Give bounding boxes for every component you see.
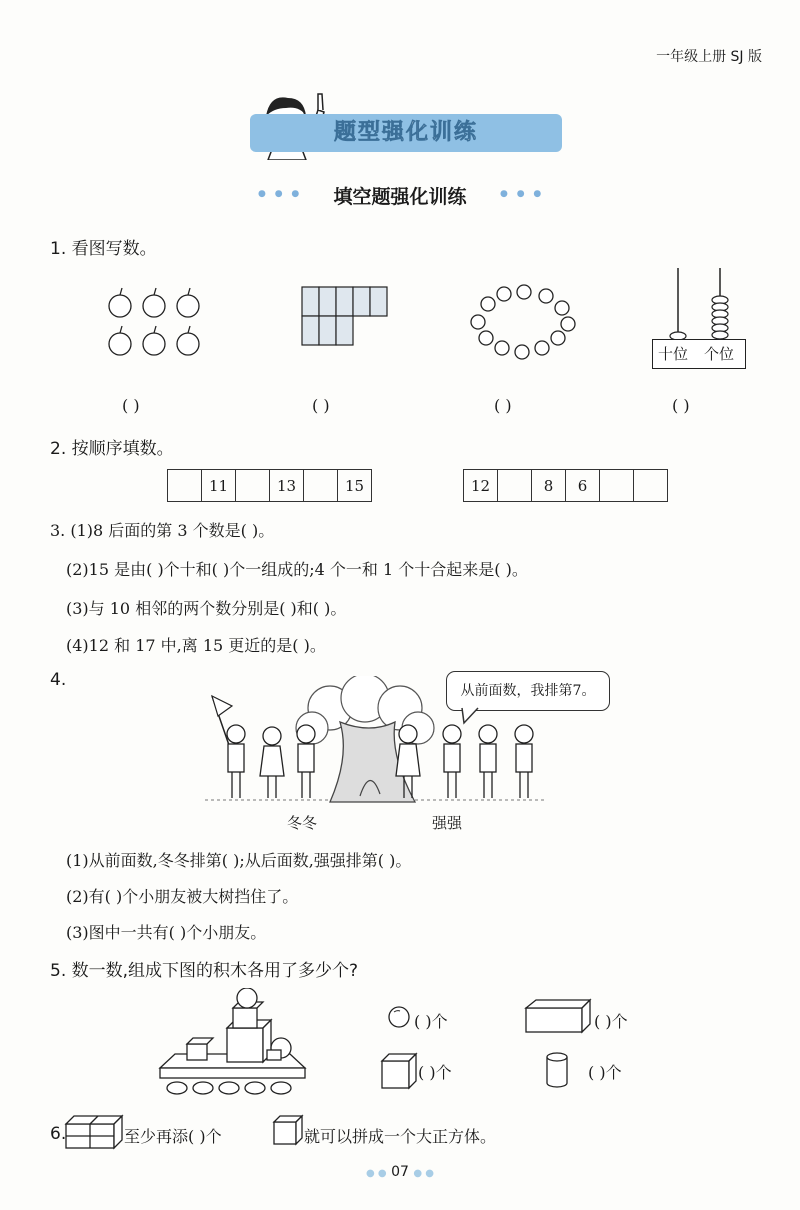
sequence-cell[interactable] xyxy=(634,470,668,502)
decor-dots: ● ● xyxy=(413,1168,434,1179)
cylinder-count-blank[interactable]: ( )个 xyxy=(588,1063,622,1082)
page-number xyxy=(0,1164,800,1180)
cuboid-count-blank[interactable]: ( )个 xyxy=(594,1012,628,1031)
cube-count-blank[interactable]: ( )个 xyxy=(418,1063,452,1082)
sequence-cell[interactable] xyxy=(304,470,338,502)
grid-squares-picture xyxy=(300,286,390,348)
q1-answer-blank[interactable]: ( ) xyxy=(494,396,512,415)
banner-title: 题型强化训练 xyxy=(333,120,478,145)
q6-middle-text: 至少再添( )个 xyxy=(124,1127,222,1146)
q1-title: 1. 看图写数。 xyxy=(50,239,157,259)
sphere-count-blank[interactable]: ( )个 xyxy=(414,1012,448,1031)
sequence-table-2 xyxy=(463,469,668,502)
abacus-ones-label: 个位 xyxy=(704,345,735,363)
cuboid-icon xyxy=(524,998,592,1034)
speech-bubble-tail xyxy=(460,707,490,725)
q3-part2: (2)15 是由( )个十和( )个一组成的;4 个一和 1 个十合起来是( )。 xyxy=(66,560,528,579)
page-number-text: 07 xyxy=(391,1164,409,1180)
q4-part2: (2)有( )个小朋友被大树挡住了。 xyxy=(66,887,299,906)
q4-title: 4. xyxy=(50,670,67,690)
sequence-cell[interactable] xyxy=(168,470,202,502)
abacus-picture xyxy=(650,266,750,340)
sequence-table-1 xyxy=(167,469,372,502)
blocks-assembly-picture xyxy=(155,988,315,1100)
cylinder-icon xyxy=(544,1050,570,1090)
apples-picture xyxy=(100,284,210,364)
sequence-cell: 6 xyxy=(566,470,600,502)
bead-ring-picture xyxy=(466,282,578,362)
sequence-cell: 13 xyxy=(270,470,304,502)
name-label-dongdong: 冬冬 xyxy=(287,814,318,832)
q4-part3: (3)图中一共有( )个小朋友。 xyxy=(66,923,267,942)
q5-title: 5. 数一数,组成下图的积木各用了多少个? xyxy=(50,961,359,981)
q1-answer-blank[interactable]: ( ) xyxy=(122,396,140,415)
cube-icon xyxy=(272,1114,304,1148)
decor-dots-left: ● ● ● xyxy=(258,189,303,199)
decor-dots-right: ● ● ● xyxy=(500,189,545,199)
sequence-cell[interactable] xyxy=(236,470,270,502)
q6-end-text: 就可以拼成一个大正方体。 xyxy=(304,1127,497,1146)
sequence-cell: 12 xyxy=(464,470,498,502)
cube-icon xyxy=(380,1052,418,1090)
speech-bubble: 从前面数，我排第7。 xyxy=(446,671,610,711)
edition-label: 一年级上册 SJ 版 xyxy=(656,49,762,65)
sequence-cell[interactable] xyxy=(498,470,532,502)
sequence-cell: 15 xyxy=(338,470,372,502)
q1-answer-blank[interactable]: ( ) xyxy=(312,396,330,415)
sequence-cell[interactable] xyxy=(600,470,634,502)
q4-part1: (1)从前面数,冬冬排第( );从后面数,强强排第( )。 xyxy=(66,851,412,870)
abacus-tens-label: 十位 xyxy=(658,345,689,363)
q1-answer-blank[interactable]: ( ) xyxy=(672,396,690,415)
q2-title: 2. 按顺序填数。 xyxy=(50,439,174,459)
name-label-qiangqiang: 强强 xyxy=(432,814,463,832)
decor-dots: ● ● xyxy=(365,1168,387,1179)
sequence-cell: 8 xyxy=(532,470,566,502)
sequence-cell: 11 xyxy=(202,470,236,502)
q3-part4: (4)12 和 17 中,离 15 更近的是( )。 xyxy=(66,636,326,655)
section-title: 填空题强化训练 xyxy=(333,186,467,208)
q3-part3: (3)与 10 相邻的两个数分别是( )和( )。 xyxy=(66,599,347,618)
q6-number: 6. xyxy=(50,1124,67,1144)
two-cubes-icon xyxy=(64,1114,124,1150)
q3-part1: 3. (1)8 后面的第 3 个数是( )。 xyxy=(50,521,275,540)
sphere-icon xyxy=(386,1004,412,1030)
